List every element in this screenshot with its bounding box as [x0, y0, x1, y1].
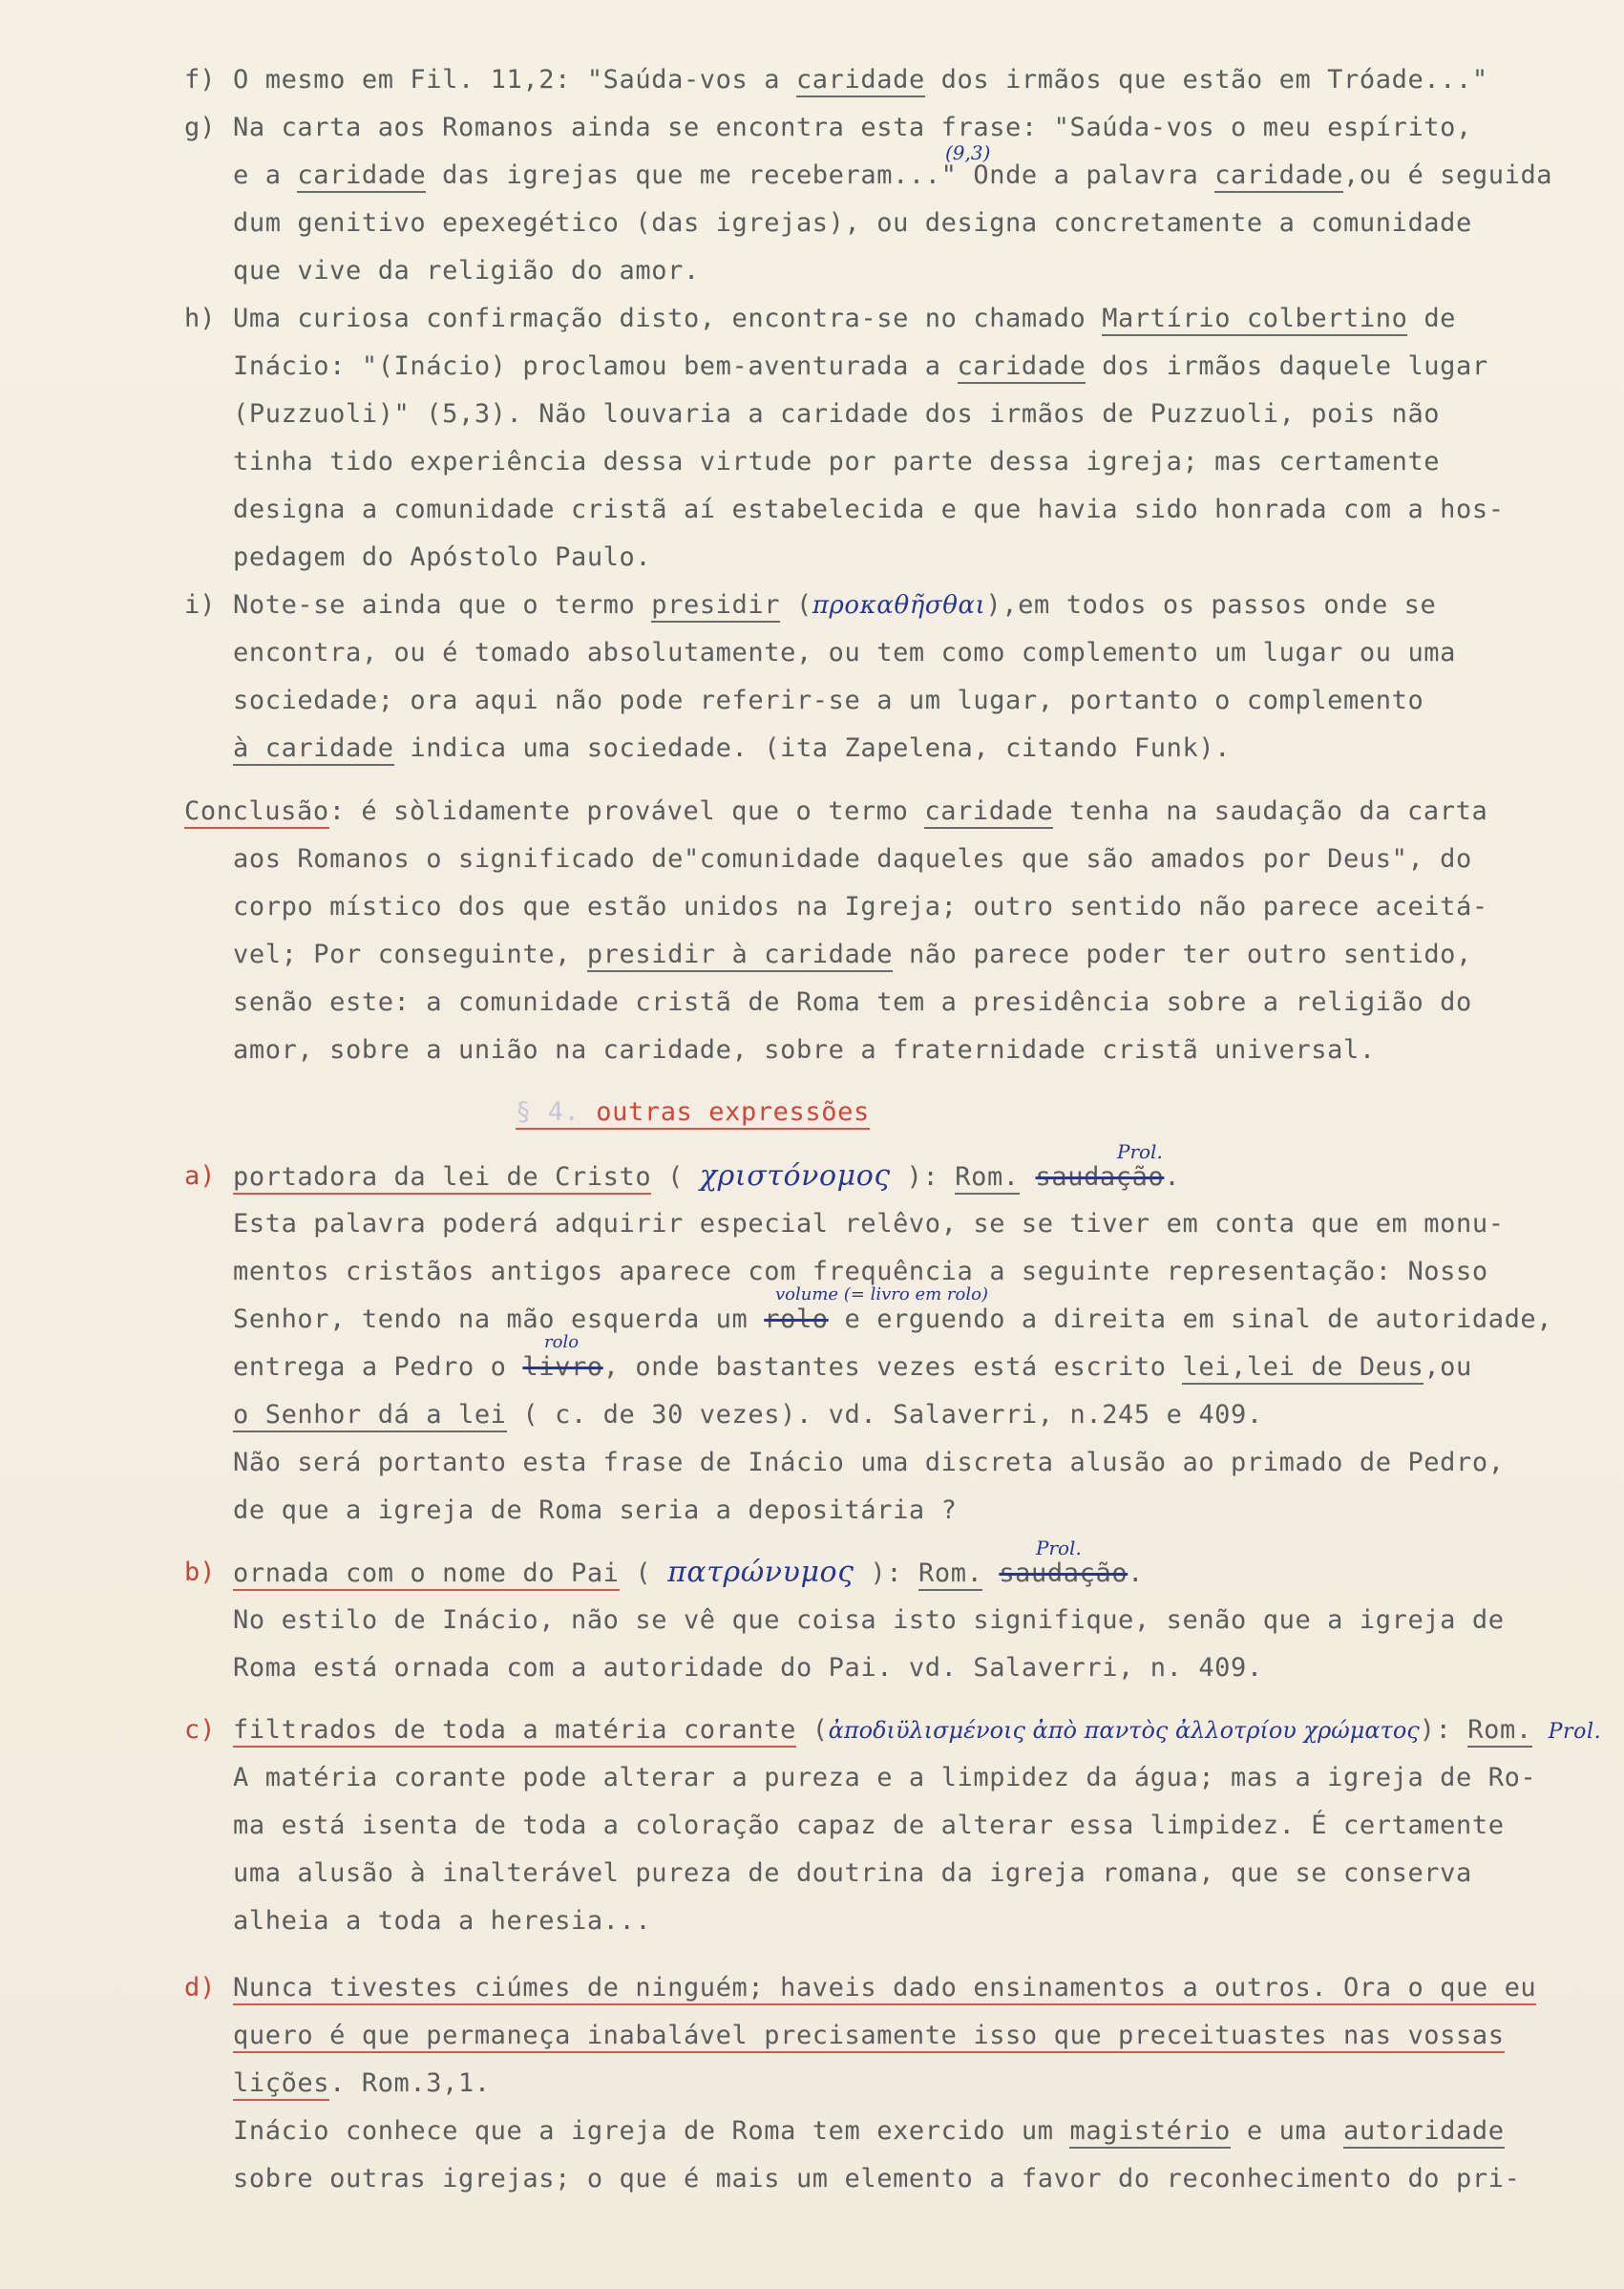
quote-line: lições. Rom.3,1.: [233, 2067, 491, 2100]
text-line: (Puzzuoli)" (5,3). Não louvaria a caridade dos irmãos de Puzzuoli, pois não: [233, 399, 1441, 429]
text-line: sobre outras igrejas; o que é mais um elemento a favor do reconhecimento do pri-: [233, 2164, 1521, 2194]
text-line: à caridade indica uma sociedade. (ita Zapelena, citando Funk).: [233, 732, 1231, 765]
text-line: ma está isenta de toda a coloração capaz de alterar essa limpidez. É certamente: [233, 1811, 1505, 1840]
item-marker-f: f): [184, 65, 216, 95]
item-marker-i: i): [184, 590, 216, 620]
text-line: encontra, ou é tomado absolutamente, ou tem como complemento um lugar ou uma: [233, 638, 1457, 668]
text-line: aos Romanos o significado de"comunidade daqueles que são amados por Deus", do: [233, 844, 1472, 874]
text-line: Inácio conhece que a igreja de Roma tem exercido um magistério e uma autoridade: [233, 2115, 1505, 2148]
text-line: Roma está ornada com a autoridade do Pai. vd. Salaverri, n. 409.: [233, 1653, 1263, 1683]
item-a-title: portadora da lei de Cristo ( χριστόνομος ): Rom. saudação.: [233, 1159, 1181, 1193]
text-line: No estilo de Inácio, não se vê que coisa isto signifique, senão que a igreja de: [233, 1605, 1505, 1635]
item-marker-a: a): [184, 1161, 216, 1191]
text-line: que vive da religião do amor.: [233, 256, 700, 286]
text-line: uma alusão à inalterável pureza de doutrina da igreja romana, que se conserva: [233, 1858, 1472, 1888]
item-marker-g: g): [184, 113, 216, 142]
text-line: pedagem do Apóstolo Paulo.: [233, 542, 652, 572]
greek-handwritten: χριστόνομος: [699, 1159, 891, 1193]
text-line: mentos cristãos antigos aparece com frequência a seguinte representação: Nosso: [233, 1257, 1488, 1286]
text-line: sociedade; ora aqui não pode referir-se a um lugar, portanto o complemento: [233, 686, 1424, 715]
handwritten-note: Prol.: [1036, 1537, 1082, 1559]
text-line: O mesmo em Fil. 11,2: "Saúda-vos a caridade dos irmãos que estão em Tróade...": [233, 64, 1488, 96]
text-line: Esta palavra poderá adquirir especial relêvo, se se tiver em conta que em monu-: [233, 1209, 1505, 1239]
text-line: designa a comunidade cristã aí estabelecida e que havia sido honrada com a hos-: [233, 495, 1505, 524]
handwritten-note: Prol.: [1117, 1140, 1163, 1163]
text-line: entrega a Pedro o livro, onde bastantes vezes está escrito lei,lei de Deus,ou: [233, 1351, 1472, 1384]
quote-line: quero é que permaneça inabalável precisamente isso que preceituastes nas vossas: [233, 2020, 1505, 2052]
text-line: Senhor, tendo na mão esquerda um rolo e erguendo a direita em sinal de autoridade,: [233, 1304, 1553, 1334]
greek-handwritten: πατρώνυμος: [667, 1556, 854, 1589]
item-marker-b: b): [184, 1558, 216, 1587]
text-line: de que a igreja de Roma seria a depositária ?: [233, 1495, 958, 1525]
quote-line: Nunca tivestes ciúmes de ninguém; haveis dado ensinamentos a outros. Ora o que eu: [233, 1972, 1536, 2004]
greek-handwritten: ἀποδιϋλισμένοις ἀπὸ παντὸς ἀλλοτρίου χρώματος: [828, 1717, 1420, 1744]
text-line: Não será portanto esta frase de Inácio uma discreta alusão ao primado de Pedro,: [233, 1448, 1505, 1477]
text-line: e a caridade das igrejas que me receberam..." Onde a palavra caridade,ou é seguida: [233, 159, 1552, 192]
text-line: dum genitivo epexegético (das igrejas), ou designa concretamente a comunidade: [233, 208, 1472, 238]
handwritten-ref: (9,3): [945, 141, 991, 164]
conclusion-label: Conclusão: [184, 796, 329, 829]
item-marker-c: c): [184, 1715, 216, 1745]
handwritten-note: rolo: [544, 1332, 580, 1352]
item-marker-d: d): [184, 1973, 216, 2003]
item-b-title: ornada com o nome do Pai ( πατρώνυμος ): Rom. saudação.: [233, 1556, 1145, 1589]
section-heading: § 4. outras expressões: [516, 1096, 870, 1129]
item-c-title: filtrados de toda a matéria corante (ἀποδιϋλισμένοις ἀπὸ παντὸς ἀλλοτρίου χρώματος): Rom. Prol.: [233, 1714, 1601, 1749]
text-line: A matéria corante pode alterar a pureza e a limpidez da água; mas a igreja de Ro-: [233, 1763, 1537, 1792]
text-line: Uma curiosa confirmação disto, encontra-se no chamado Martírio colbertino de: [233, 303, 1456, 335]
greek-handwritten: προκαθῆσθαι: [812, 591, 986, 620]
text-line: alheia a toda a heresia...: [233, 1906, 652, 1936]
text-line: Inácio: "(Inácio) proclamou bem-aventurada a caridade dos irmãos daquele lugar: [233, 350, 1488, 383]
text-line: o Senhor dá a lei ( c. de 30 vezes). vd. Salaverri, n.245 e 409.: [233, 1399, 1263, 1431]
text-line: Na carta aos Romanos ainda se encontra esta frase: "Saúda-vos o meu espírito,: [233, 113, 1472, 142]
text-line: vel; Por conseguinte, presidir à caridade não parece poder ter outro sentido,: [233, 939, 1472, 971]
handwritten-note: volume (= livro em rolo): [775, 1284, 988, 1304]
text-line: Note-se ainda que o termo presidir (προκαθῆσθαι),em todos os passos onde se: [233, 589, 1436, 622]
text-line: corpo místico dos que estão unidos na Igreja; outro sentido não parece aceitá-: [233, 892, 1488, 922]
text-line: amor, sobre a união na caridade, sobre a fraternidade cristã universal.: [233, 1035, 1376, 1065]
text-line: tinha tido experiência dessa virtude por parte dessa igreja; mas certamente: [233, 447, 1441, 477]
text-line: senão este: a comunidade cristã de Roma tem a presidência sobre a religião do: [233, 987, 1472, 1017]
conclusion-line: Conclusão: é sòlidamente provável que o termo caridade tenha na saudação da carta: [184, 795, 1487, 828]
item-marker-h: h): [184, 304, 216, 333]
